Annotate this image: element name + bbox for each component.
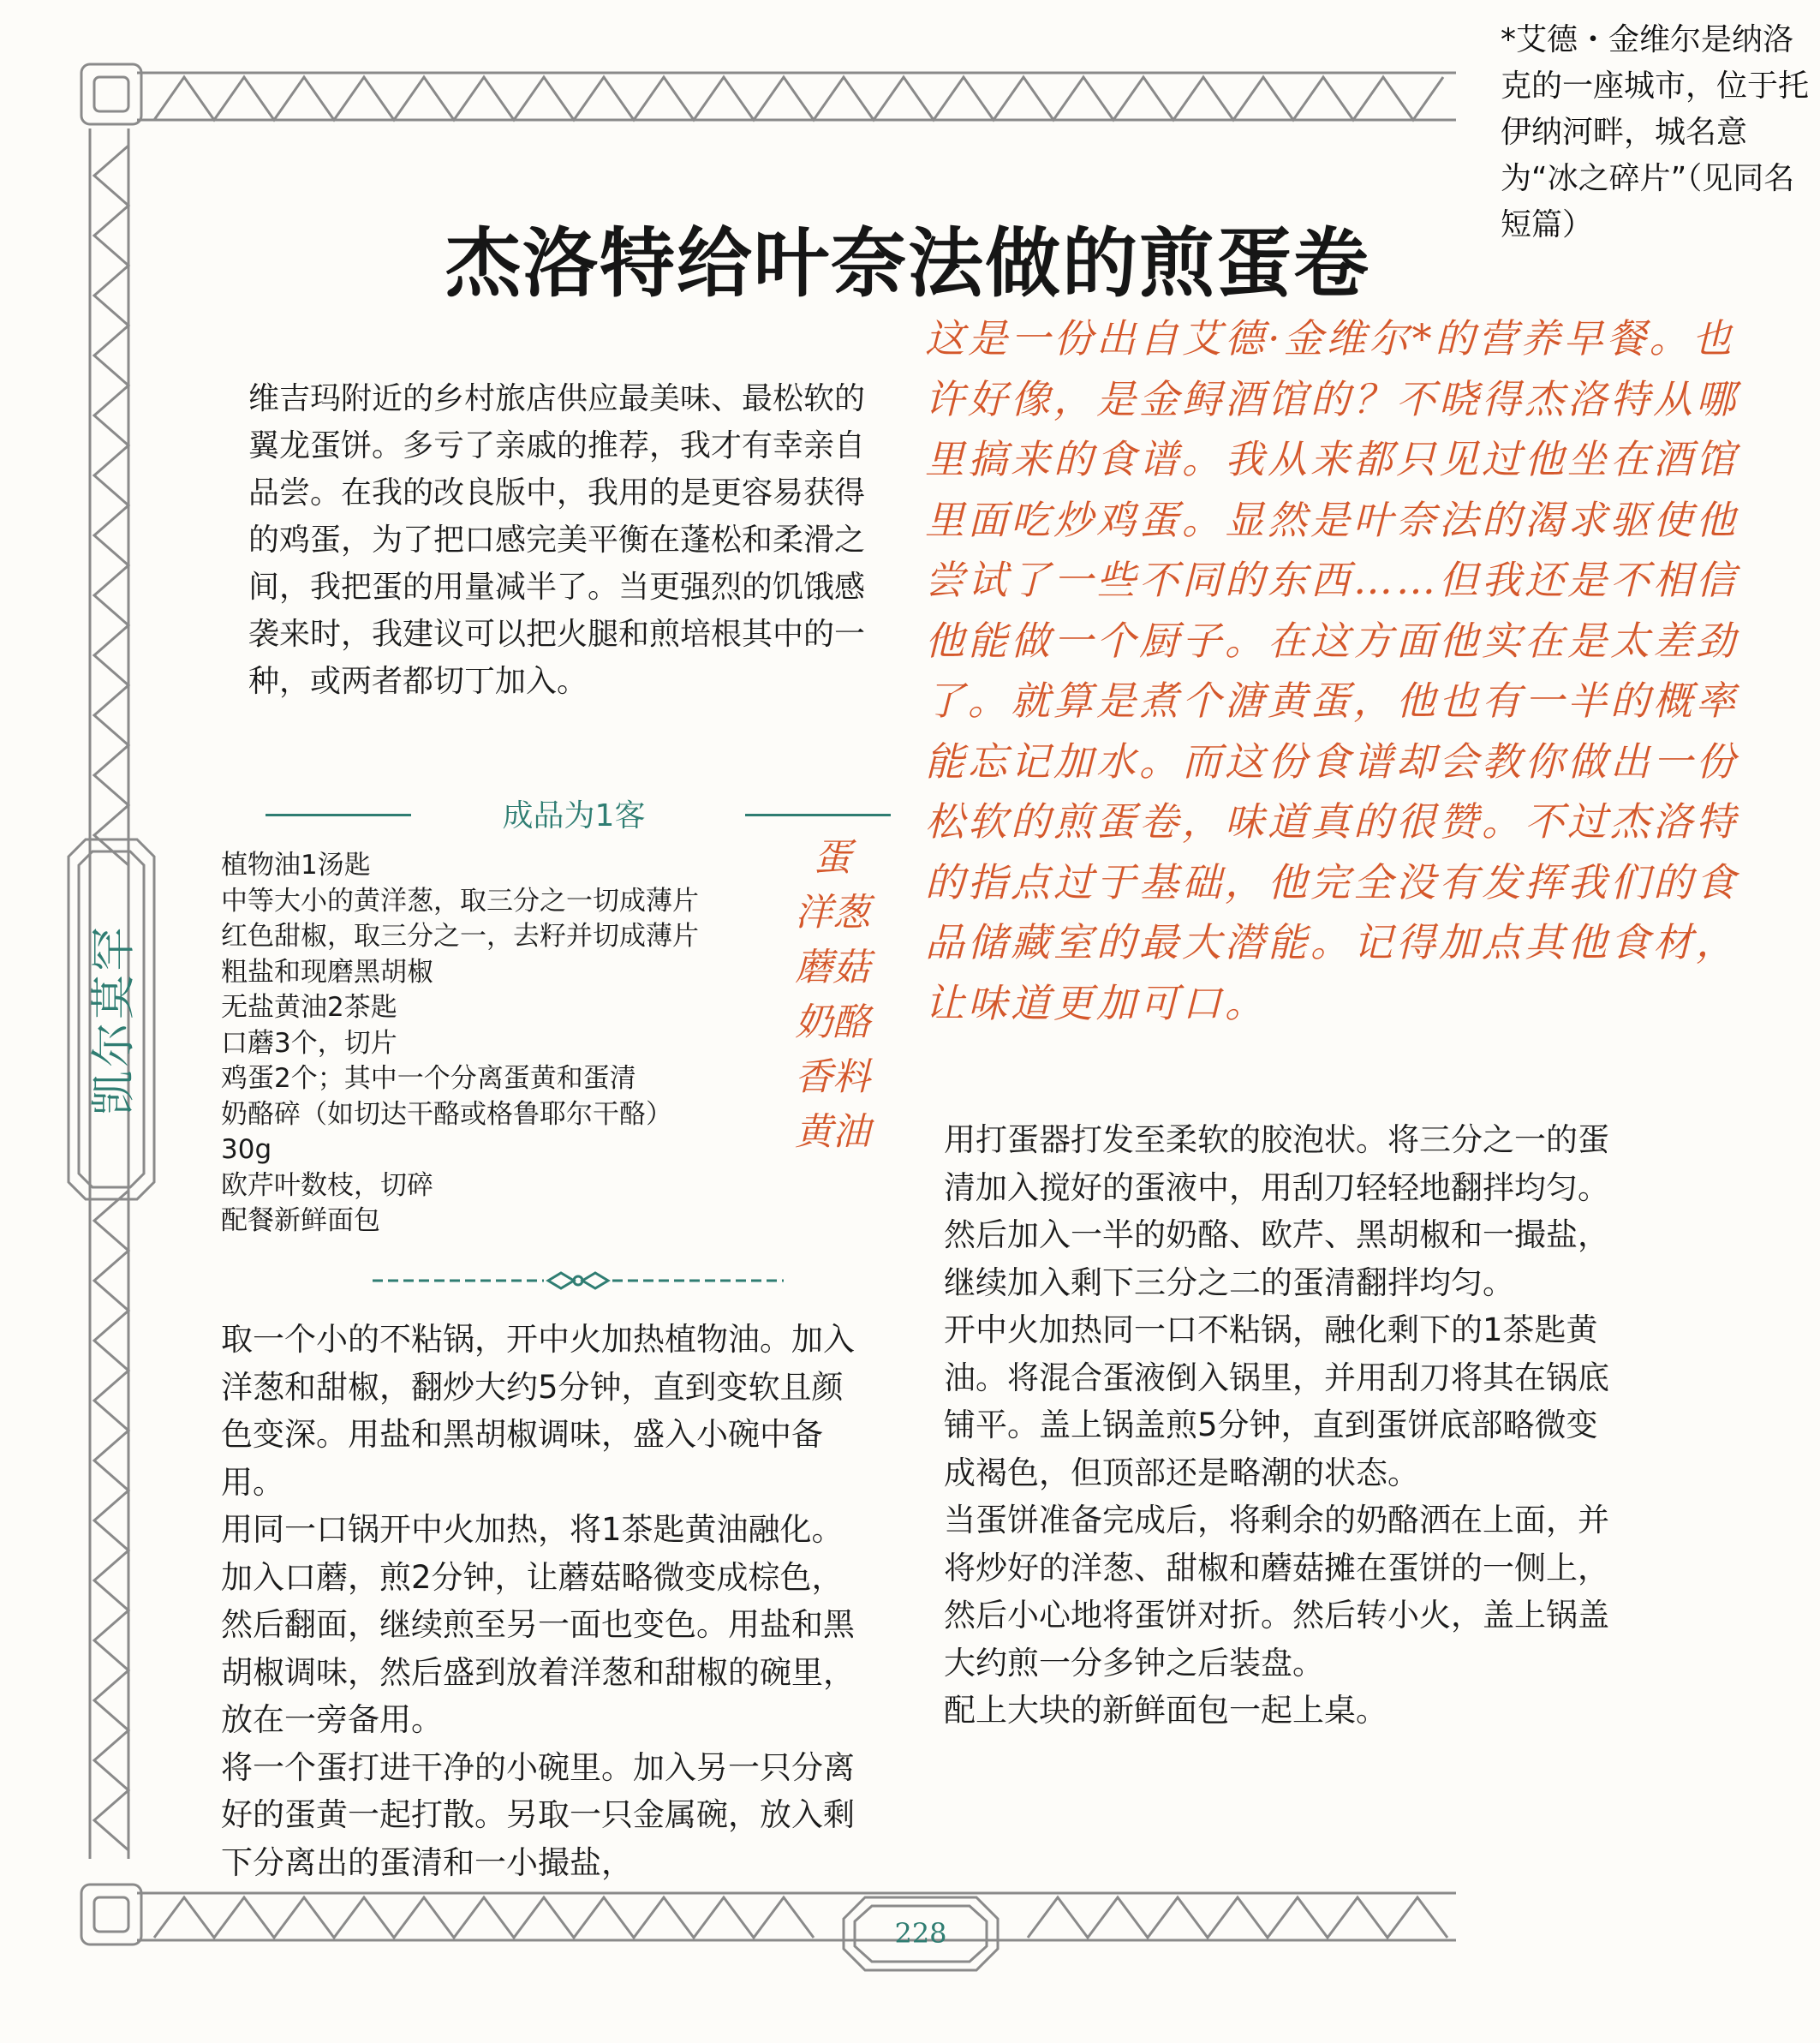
handwritten-margin-notes bbox=[781, 831, 884, 1160]
handwritten-margin-item: 洋葱 bbox=[795, 891, 870, 935]
footnote: *艾德・金维尔是纳洛克的一座城市，位于托伊纳河畔，城名意为“冰之碎片”（见同名短篇） bbox=[1501, 22, 1810, 242]
ingredient-item: 无盐黄油2茶匙 bbox=[221, 992, 397, 1023]
handwritten-margin-item: 蛋 bbox=[814, 836, 851, 880]
intro-paragraph: 维吉玛附近的乡村旅店供应最美味、最松软的翼龙蛋饼。多亏了亲戚的推荐，我才有幸亲自品尝。在我的改良版中，我用的是更容易获得的鸡蛋，为了把口感完美平衡在蓬松和柔滑之间，我把蛋的用量减半了。当更强烈的饥饿感袭来时，我建议可以把火腿和煎培根其中的一种，或两者都切丁加入。 bbox=[248, 381, 866, 699]
ingredient-item: 植物油1汤匙 bbox=[221, 850, 371, 881]
ingredient-item: 鸡蛋2个；其中一个分离蛋黄和蛋清 bbox=[221, 1063, 636, 1094]
page-number: 228 bbox=[894, 1917, 947, 1950]
recipe-title: 杰洛特给叶奈法做的煎蛋卷 bbox=[445, 219, 1370, 308]
step-paragraph: 配上大块的新鲜面包一起上桌。 bbox=[944, 1692, 1387, 1729]
step-paragraph: 用同一口锅开中火加热，将1茶匙黄油融化。加入口蘑，煎2分钟，让蘑菇略微变成棕色，然后翻面，继续煎至另一面也变色。用盐和黑胡椒调味，然后盛到放着洋葱和甜椒的碗里，放在一旁备用。 bbox=[221, 1511, 855, 1738]
handwritten-margin-item: 蘑菇 bbox=[795, 946, 870, 989]
chapter-side-tab bbox=[67, 865, 152, 1174]
ingredient-item: 配餐新鲜面包 bbox=[221, 1205, 380, 1236]
ingredient-item: 欧芹叶数枝，切碎 bbox=[221, 1169, 433, 1201]
step-paragraph: 用打蛋器打发至柔软的胶泡状。将三分之一的蛋清加入搅好的蛋液中，用刮刀轻轻地翻拌均匀。然后加入一半的奶酪、欧芹、黑胡椒和一撮盐，继续加入剩下三分之二的蛋清翻拌均匀。 bbox=[944, 1121, 1609, 1301]
handwritten-note: 这是一份出自艾德·金维尔*的营养早餐。也许好像，是金鲟酒馆的？不晓得杰洛特从哪里搞来的食谱。我从来都只见过他坐在酒馆里面吃炒鸡蛋。显然是叶奈法的渴求驱使他尝试了一些不同的东西……但我还是不相信他能做一个厨子。在这方面他实在是太差劲了。就算是煮个溏黄蛋，他也有一半的概率能忘记加水。而这份食谱却会教你做出一份松软的煎蛋卷，味道真的很赞。不过杰洛特的指点过于基础，他完全没有发挥我们的食品储藏室的最大潜能。记得加点其他食材，让味道更加可口。 bbox=[925, 315, 1739, 1026]
ingredient-item: 粗盐和现磨黑胡椒 bbox=[221, 956, 433, 988]
ingredient-list bbox=[221, 848, 769, 1240]
step-paragraph: 取一个小的不粘锅，开中火加热植物油。加入洋葱和甜椒，翻炒大约5分钟，直到变软且颜色变深。用盐和黑胡椒调味，盛入小碗中备用。 bbox=[221, 1321, 855, 1501]
step-paragraph: 开中火加热同一口不粘锅，融化剩下的1茶匙黄油。将混合蛋液倒入锅里，并用刮刀将其在锅底铺平。盖上锅盖煎5分钟，直到蛋饼底部略微变成褐色，但顶部还是略潮的状态。 bbox=[944, 1311, 1609, 1491]
ingredient-item: 红色甜椒，取三分之一，去籽并切成薄片 bbox=[221, 921, 699, 952]
ingredient-item: 30g bbox=[221, 1134, 272, 1165]
ingredient-item: 中等大小的黄洋葱，取三分之一切成薄片 bbox=[221, 885, 699, 917]
step-paragraph: 将一个蛋打进干净的小碗里。加入另一只分离好的蛋黄一起打散。另取一只金属碗，放入剩下分离出的蛋清和一小撮盐， bbox=[221, 1748, 855, 1881]
step-paragraph: 当蛋饼准备完成后，将剩余的奶酪洒在上面，并将炒好的洋葱、甜椒和蘑菇摊在蛋饼的一侧上，然后小心地将蛋饼对折。然后转小火，盖上锅盖大约煎一分多钟之后装盘。 bbox=[944, 1502, 1609, 1682]
serving-size: 成品为1客 bbox=[502, 798, 646, 833]
handwritten-margin-item: 奶酪 bbox=[795, 1001, 870, 1044]
chapter-tab-label: 凯尔莫罕 bbox=[88, 923, 140, 1116]
steps-column-right bbox=[944, 1116, 1612, 1735]
ornamental-divider bbox=[373, 1268, 784, 1293]
handwritten-margin-item: 香料 bbox=[795, 1055, 870, 1099]
ingredient-item: 口蘑3个，切片 bbox=[221, 1027, 397, 1059]
handwritten-margin-item: 黄油 bbox=[795, 1110, 870, 1154]
steps-column-left bbox=[221, 1316, 872, 1886]
ingredient-item: 奶酪碎（如切达干酪或格鲁耶尔干酪） bbox=[221, 1098, 672, 1130]
